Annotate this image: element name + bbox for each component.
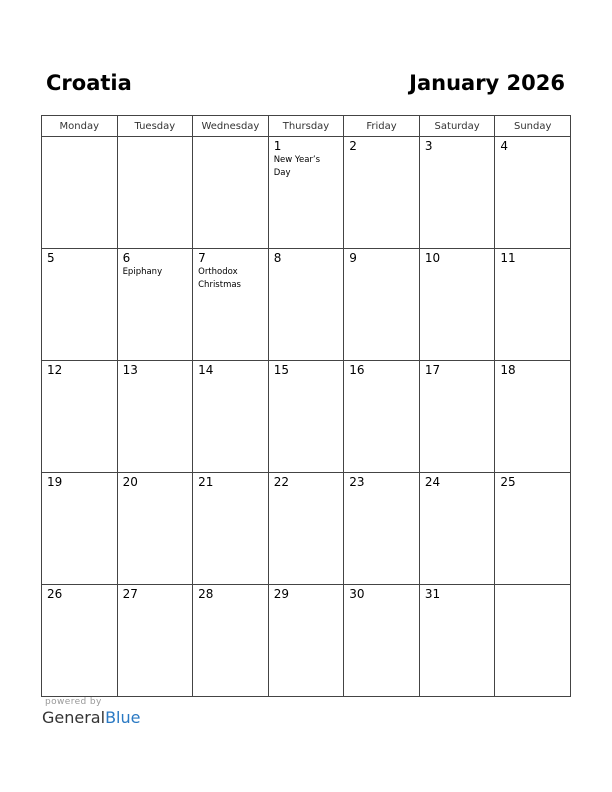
holiday-label: Epiphany xyxy=(122,267,163,277)
powered-by-label: powered by xyxy=(45,697,102,707)
day-number: 8 xyxy=(273,251,282,265)
weekday-header: Thursday xyxy=(268,116,344,137)
day-number: 22 xyxy=(273,475,289,489)
day-cell xyxy=(117,361,193,473)
day-cell xyxy=(419,137,495,249)
day-number: 13 xyxy=(122,363,138,377)
day-number: 4 xyxy=(500,139,509,153)
day-number: 31 xyxy=(424,587,441,601)
week-row xyxy=(42,137,571,249)
day-cell xyxy=(344,249,420,361)
day-cell xyxy=(344,361,420,473)
day-number: 26 xyxy=(47,587,63,601)
day-cell xyxy=(193,137,269,249)
day-number: 10 xyxy=(424,251,441,265)
week-row xyxy=(42,473,571,585)
day-number: 28 xyxy=(198,587,214,601)
brand-blue-text: Blue xyxy=(105,708,141,727)
day-cell xyxy=(117,137,193,249)
weekday-header: Sunday xyxy=(495,116,571,137)
day-cell xyxy=(193,361,269,473)
brand-general-text: General xyxy=(42,708,106,727)
day-number: 25 xyxy=(500,475,516,489)
day-cell xyxy=(495,473,571,585)
calendar-month-title: January 2026 xyxy=(409,71,565,95)
day-number: 12 xyxy=(47,363,63,377)
week-row xyxy=(42,249,571,361)
day-cell xyxy=(193,473,269,585)
day-cell xyxy=(495,585,571,697)
day-cell xyxy=(419,473,495,585)
day-cell xyxy=(419,361,495,473)
holiday-label: New Year’s Day xyxy=(273,155,321,178)
day-cell xyxy=(419,585,495,697)
day-number: 3 xyxy=(424,139,433,153)
day-cell xyxy=(268,137,344,249)
day-cell xyxy=(42,585,118,697)
calendar-body xyxy=(42,137,571,697)
weekday-header: Tuesday xyxy=(117,116,193,137)
day-cell xyxy=(344,137,420,249)
day-number: 21 xyxy=(198,475,214,489)
day-cell xyxy=(42,137,118,249)
day-number: 29 xyxy=(273,587,289,601)
weekday-header: Monday xyxy=(42,116,118,137)
weekday-header: Wednesday xyxy=(193,116,269,137)
weekday-header-row xyxy=(42,116,571,137)
day-cell xyxy=(344,585,420,697)
day-number: 6 xyxy=(122,251,131,265)
day-number: 20 xyxy=(122,475,138,489)
day-number: 17 xyxy=(424,363,441,377)
calendar-country-title: Croatia xyxy=(46,71,132,95)
day-number: 7 xyxy=(198,251,206,265)
day-cell xyxy=(495,361,571,473)
day-number: 9 xyxy=(349,251,357,265)
day-number: 1 xyxy=(273,139,282,153)
day-cell xyxy=(193,249,269,361)
weekday-header: Friday xyxy=(344,116,420,137)
day-number: 19 xyxy=(47,475,63,489)
day-number: 11 xyxy=(500,251,516,265)
day-number: 23 xyxy=(349,475,365,489)
calendar-grid xyxy=(41,115,571,697)
week-row xyxy=(42,585,571,697)
day-number: 30 xyxy=(349,587,365,601)
day-cell xyxy=(495,249,571,361)
day-cell xyxy=(344,473,420,585)
day-cell xyxy=(117,473,193,585)
weekday-header: Saturday xyxy=(419,116,495,137)
day-cell xyxy=(268,361,344,473)
day-cell xyxy=(419,249,495,361)
day-cell xyxy=(268,249,344,361)
day-number: 16 xyxy=(349,363,365,377)
day-number: 27 xyxy=(122,587,138,601)
day-cell xyxy=(193,585,269,697)
day-cell xyxy=(42,361,118,473)
day-cell xyxy=(268,473,344,585)
day-number: 18 xyxy=(500,363,516,377)
generalblue-logo[interactable] xyxy=(42,708,140,727)
day-cell xyxy=(117,585,193,697)
day-number: 5 xyxy=(47,251,55,265)
day-cell xyxy=(42,473,118,585)
day-cell xyxy=(495,137,571,249)
day-number: 14 xyxy=(198,363,214,377)
day-cell xyxy=(117,249,193,361)
holiday-label: Orthodox Christmas xyxy=(198,267,241,290)
day-cell xyxy=(42,249,118,361)
day-cell xyxy=(268,585,344,697)
day-number: 15 xyxy=(273,363,289,377)
day-number: 24 xyxy=(424,475,441,489)
day-number: 2 xyxy=(349,139,357,153)
week-row xyxy=(42,361,571,473)
